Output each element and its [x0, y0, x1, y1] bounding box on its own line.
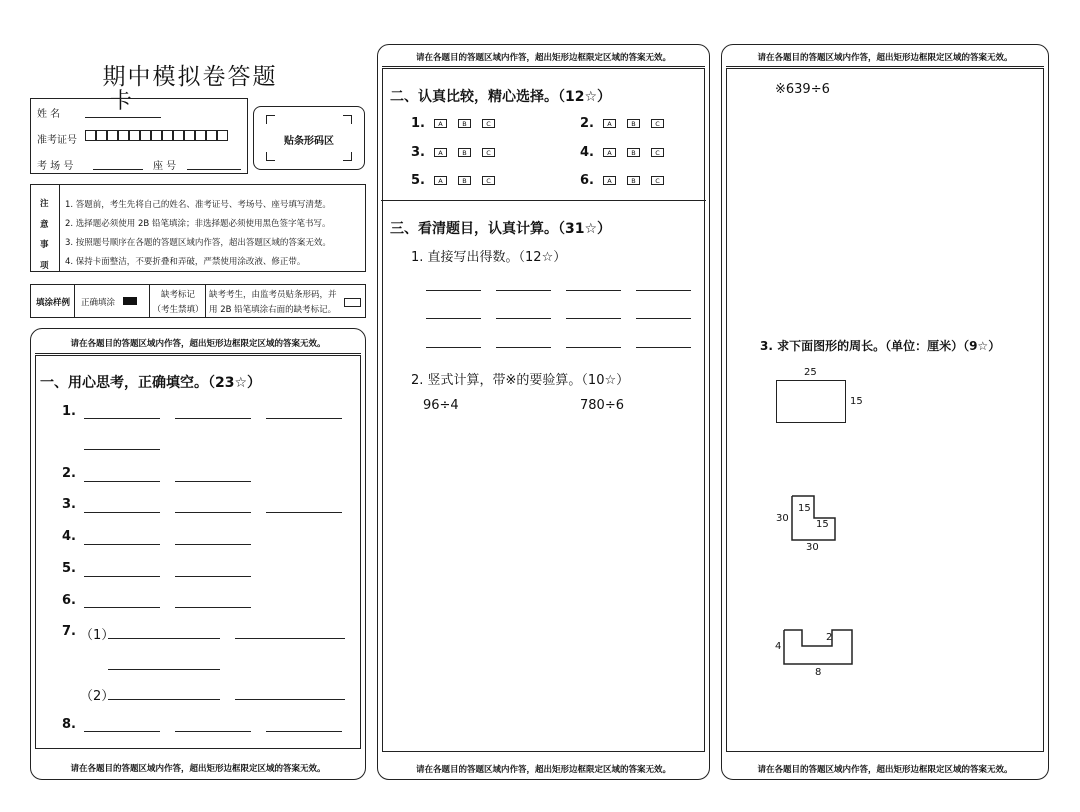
answer-blank[interactable] — [84, 731, 160, 732]
region-notice-top: 请在各题目的答题区域内作答，超出矩形边框限定区域的答案无效。 — [415, 53, 671, 63]
answer-blank[interactable] — [108, 638, 220, 639]
answer-blank[interactable] — [84, 481, 160, 482]
s1-question-number: 1. — [62, 404, 76, 419]
option-b[interactable]: B — [627, 176, 640, 185]
option-a[interactable]: A — [434, 119, 447, 128]
answer-blank[interactable] — [636, 290, 691, 291]
fig3-bottom-label: 8 — [815, 667, 822, 678]
fill-correct-label: 正确填涂 — [81, 298, 116, 308]
fig2-left-label: 30 — [776, 513, 789, 524]
option-c[interactable]: C — [651, 119, 664, 128]
answer-blank[interactable] — [175, 731, 251, 732]
answer-blank[interactable] — [175, 418, 251, 419]
fill-example-box — [30, 284, 366, 318]
answer-blank[interactable] — [266, 418, 342, 419]
s1-question-number: 4. — [62, 529, 76, 544]
notice-side-label: 注 意 事 项 — [40, 199, 49, 271]
barcode-label: 贴条形码区 — [284, 136, 334, 147]
answer-blank[interactable] — [175, 512, 251, 513]
notice-item: 4. 保持卡面整洁，不要折叠和弄破，严禁使用涂改液、修正带。 — [65, 257, 306, 267]
option-a[interactable]: A — [434, 148, 447, 157]
fill-example-label: 填涂样例 — [36, 298, 71, 308]
option-b[interactable]: B — [458, 148, 471, 157]
notice-item: 2. 选择题必须使用 2B 铅笔填涂；非选择题必须使用黑色签字笔书写。 — [65, 219, 331, 229]
s1-question-number: 8. — [62, 717, 76, 732]
s2-question-number: 3. — [411, 145, 425, 160]
option-a[interactable]: A — [603, 119, 616, 128]
option-c[interactable]: C — [482, 176, 495, 185]
answer-blank[interactable] — [496, 318, 551, 319]
answer-blank[interactable] — [566, 290, 621, 291]
s1-question-number: 2. — [62, 466, 76, 481]
s2-question-number: 1. — [411, 116, 425, 131]
section-3-title: 三、看清题目，认真计算。（31☆） — [390, 221, 612, 237]
answer-blank[interactable] — [636, 318, 691, 319]
option-b[interactable]: B — [627, 119, 640, 128]
answer-blank[interactable] — [175, 481, 251, 482]
admission-number-boxes[interactable] — [85, 130, 228, 141]
answer-blank[interactable] — [175, 544, 251, 545]
fig2-bottom-label: 30 — [806, 542, 819, 553]
s2-question-number: 6. — [580, 173, 594, 188]
region-notice-bottom: 请在各题目的答题区域内作答，超出矩形边框限定区域的答案无效。 — [70, 764, 326, 774]
name-field[interactable] — [85, 117, 161, 118]
answer-blank[interactable] — [84, 544, 160, 545]
option-c[interactable]: C — [651, 176, 664, 185]
option-b[interactable]: B — [458, 176, 471, 185]
answer-blank[interactable] — [108, 669, 220, 670]
option-b[interactable]: B — [458, 119, 471, 128]
answer-blank[interactable] — [266, 512, 342, 513]
option-a[interactable]: A — [603, 148, 616, 157]
s1-question-number: 7. — [62, 624, 76, 639]
answer-blank[interactable] — [175, 607, 251, 608]
answer-blank[interactable] — [496, 290, 551, 291]
panel-section-1 — [30, 328, 366, 780]
notice-items — [65, 196, 331, 272]
region-notice-bottom: 请在各题目的答题区域内作答，超出矩形边框限定区域的答案无效。 — [757, 765, 1013, 775]
absent-instructions: 缺考考生，由监考员贴条形码，并 用 2B 铅笔填涂右面的缺考标记。 — [209, 290, 337, 315]
notice-box — [30, 184, 366, 272]
s1-question-number: 6. — [62, 593, 76, 608]
seat-field[interactable] — [187, 169, 241, 170]
fig3-left-label: 4 — [775, 641, 782, 652]
answer-blank[interactable] — [84, 512, 160, 513]
name-label: 姓 名 — [37, 109, 61, 120]
s2-question-number: 5. — [411, 173, 425, 188]
s1-sub-label: （2） — [80, 689, 115, 704]
panel-section-3-cont — [721, 44, 1049, 780]
answer-blank[interactable] — [636, 347, 691, 348]
admission-label: 准考证号 — [37, 135, 77, 146]
s1-sub-label: （1） — [80, 628, 115, 643]
s2-question-number: 4. — [580, 145, 594, 160]
s2-question-number: 2. — [580, 116, 594, 131]
notice-item: 1. 答题前，考生先将自己的姓名、准考证号、考场号、座号填写清楚。 — [65, 200, 331, 210]
option-c[interactable]: C — [482, 148, 495, 157]
s1-question-number: 5. — [62, 561, 76, 576]
absent-mark-label: 缺考标记 （考生禁填） — [152, 290, 204, 315]
u-shape-figure — [780, 622, 860, 672]
answer-blank[interactable] — [84, 576, 160, 577]
option-c[interactable]: C — [651, 148, 664, 157]
fig3-inner-label: 2 — [826, 632, 833, 643]
answer-blank[interactable] — [566, 318, 621, 319]
option-c[interactable]: C — [482, 119, 495, 128]
s3-q3-label: 3. 求下面图形的周长。（单位：厘米）（9☆） — [760, 339, 1001, 353]
calc-problem: 780÷6 — [580, 398, 624, 413]
barcode-area — [253, 106, 365, 170]
filled-example-mark — [123, 297, 137, 305]
answer-blank[interactable] — [566, 347, 621, 348]
s3-q1-label: 1. 直接写出得数。（12☆） — [411, 250, 567, 265]
student-info-box — [30, 98, 248, 174]
page-title: 期中模拟卷答题 — [102, 64, 278, 90]
seat-label: 座 号 — [153, 161, 177, 172]
title-overflow-char: 卡 — [110, 89, 133, 114]
answer-blank[interactable] — [235, 638, 345, 639]
calc-problem: 96÷4 — [423, 398, 459, 413]
stepped-figure — [780, 490, 850, 550]
answer-blank[interactable] — [84, 607, 160, 608]
answer-blank[interactable] — [235, 699, 345, 700]
answer-blank[interactable] — [84, 418, 160, 419]
answer-blank[interactable] — [108, 699, 220, 700]
answer-blank[interactable] — [266, 731, 342, 732]
s3-q2-label: 2. 竖式计算，带※的要验算。（10☆） — [411, 373, 630, 388]
region-notice-top: 请在各题目的答题区域内作答，超出矩形边框限定区域的答案无效。 — [70, 339, 326, 349]
fig2-inner-b-label: 15 — [816, 519, 829, 530]
room-label: 考 场 号 — [37, 161, 74, 172]
fig2-inner-a-label: 15 — [798, 503, 811, 514]
answer-blank[interactable] — [426, 290, 481, 291]
fig1-right-label: 15 — [850, 396, 863, 407]
answer-blank[interactable] — [175, 576, 251, 577]
section-1-title: 一、用心思考，正确填空。（23☆） — [40, 375, 262, 391]
notice-item: 3. 按照题号顺序在各题的答题区域内作答，超出答题区域的答案无效。 — [65, 238, 331, 248]
option-b[interactable]: B — [627, 148, 640, 157]
answer-blank[interactable] — [426, 347, 481, 348]
fig1-top-label: 25 — [804, 367, 817, 378]
region-notice-bottom: 请在各题目的答题区域内作答，超出矩形边框限定区域的答案无效。 — [415, 765, 671, 775]
answer-blank[interactable] — [84, 449, 160, 450]
room-field[interactable] — [93, 169, 143, 170]
answer-blank[interactable] — [426, 318, 481, 319]
option-a[interactable]: A — [434, 176, 447, 185]
calc-problem: ※639÷6 — [775, 82, 830, 97]
section-2-title: 二、认真比较，精心选择。（12☆） — [390, 89, 612, 105]
answer-blank[interactable] — [496, 347, 551, 348]
s1-question-number: 3. — [62, 497, 76, 512]
option-a[interactable]: A — [603, 176, 616, 185]
region-notice-top: 请在各题目的答题区域内作答，超出矩形边框限定区域的答案无效。 — [757, 53, 1013, 63]
rectangle-figure — [776, 380, 846, 423]
absent-mark-box[interactable] — [344, 298, 361, 307]
